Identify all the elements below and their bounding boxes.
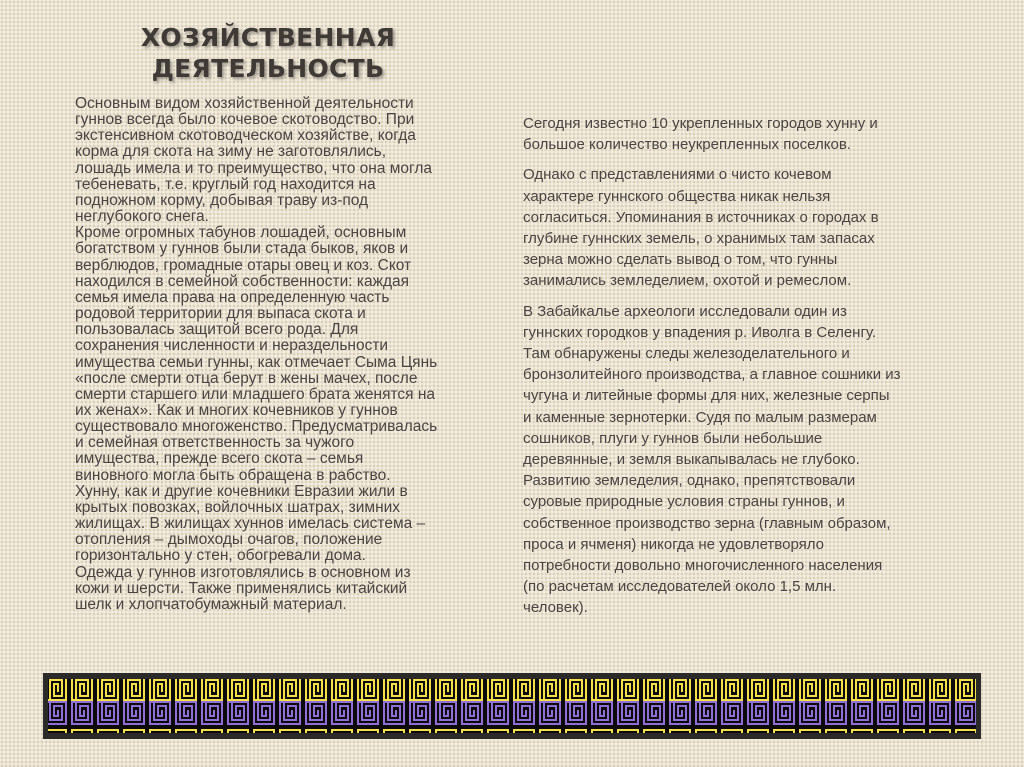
slide-title: [128, 22, 408, 84]
text-line: смерти старшего или младшего брата женятся на: [75, 385, 436, 403]
text-line: характере гуннского общества никак нельзя: [523, 187, 831, 205]
text-line: большое количество неукрепленных поселков.: [523, 136, 851, 154]
text-line: Одежда у гуннов изготовлялись в основном из: [75, 563, 411, 581]
text-line: гуннских городков у впадения р. Иволга в Селенгу.: [523, 323, 877, 341]
text-line: глубине гуннских земель, о хранимых там запасах: [523, 230, 875, 248]
meander-pattern: [48, 679, 976, 733]
text-line: (по расчетам исследователей около 1,5 млн.: [523, 578, 837, 596]
text-line: семья имела права на определенную часть: [75, 288, 390, 306]
text-line: человек).: [523, 599, 588, 617]
text-line: жилищах. В жилищах хуннов имелась система –: [75, 515, 426, 533]
text-line: чугуна и литейные формы для них, железные серпы: [523, 387, 890, 405]
text-line: шелк и хлопчатобумажный материал.: [75, 595, 347, 613]
right-text-column: [523, 113, 968, 628]
paragraph-cities: [523, 113, 968, 155]
text-line: и каменные зернотерки. Судя по малым размерам: [523, 408, 877, 426]
text-line: корма для скота на зиму не заготовлялись,: [75, 143, 387, 161]
text-line: экстенсивном скотоводческом хозяйстве, когда: [75, 127, 416, 145]
text-line: их женах». Как и многих кочевников у гуннов: [75, 401, 398, 419]
text-line: собственное производство зерна (главным образом,: [523, 514, 891, 532]
text-line: Основным видом хозяйственной деятельности: [75, 95, 414, 112]
text-line: Сегодня известно 10 укрепленных городов хунну и: [523, 115, 878, 132]
text-line: и семейная ответственность за чужого: [75, 434, 355, 452]
text-line: виновного могла быть обращена в рабство.: [75, 466, 391, 484]
text-line: бронзолитейного производства, а главное сошники из: [523, 366, 901, 384]
text-line: Однако с представлениями о чисто кочевом: [523, 166, 832, 184]
text-line: Там обнаружены следы железоделательного и: [523, 345, 850, 363]
text-line: неглубокого снега.: [75, 208, 209, 226]
text-line: В Забайкалье археологи исследовали один из: [523, 302, 847, 320]
text-line: деревянные, и земля выкапывалась не глубоко.: [523, 451, 860, 469]
text-line: проса и ячменя) никогда не удовлетворяло: [523, 535, 825, 553]
text-line: лошадь имела и то преимущество, что она могла: [75, 159, 433, 177]
text-line: отопления – дымоходы очагов, положение: [75, 531, 383, 549]
text-line: занимались земледелием, охотой и ремеслом.: [523, 272, 852, 290]
text-line: богатством у гуннов были стада быков, яков и: [75, 240, 409, 258]
text-line: сошников, плуги у гуннов были небольшие: [523, 429, 823, 447]
text-line: имущества, прежде всего скота – семья: [75, 450, 364, 468]
text-line: крытых повозках, войлочных шатрах, зимних: [75, 498, 401, 516]
text-line: находился в семейной собственности: каждая: [75, 272, 410, 290]
text-line: подножном корму, добывая траву из-под: [75, 191, 369, 209]
text-line: горизонтально у стен, обогревали дома.: [75, 547, 366, 565]
title-line-1: ХОЗЯЙСТВЕННАЯ: [140, 23, 396, 52]
text-line: Хунну, как и другие кочевники Евразии жили в: [75, 482, 408, 500]
text-line: родовой территории для выпаса скота и: [75, 305, 366, 323]
text-line: потребности довольно многочисленного населения: [523, 557, 883, 575]
text-line: существовало многоженство. Предусматривалась: [75, 418, 438, 436]
text-line: гуннов всегда было кочевое скотоводство. При: [75, 111, 415, 129]
paragraph-nomadic-character: [523, 164, 968, 291]
text-line: тебеневать, т.е. круглый год находится на: [75, 175, 376, 193]
text-line: Развитию земледелия, однако, препятствовали: [523, 472, 856, 490]
text-line: пользовалась защитой всего рода. Для: [75, 321, 359, 339]
text-line: зерна можно сделать вывод о том, что гунны: [523, 251, 838, 269]
text-line: кожи и шерсти. Также применялись китайский: [75, 579, 408, 597]
text-line: имущества семьи гунны, как отмечает Сыма Цянь: [75, 353, 438, 371]
text-line: суровые природные условия страны гуннов, и: [523, 493, 845, 511]
text-line: верблюдов, громадные отары овец и коз. Скот: [75, 256, 412, 274]
greek-key-border: [43, 673, 981, 739]
left-text-column: [75, 96, 485, 613]
title-line-2: ДЕЯТЕЛЬНОСТЬ: [151, 54, 385, 83]
paragraph-archaeology: [523, 301, 968, 619]
text-line: «после смерти отца берут в жены мачех, после: [75, 369, 418, 387]
text-line: Кроме огромных табунов лошадей, основным: [75, 224, 407, 242]
text-line: сохранения численности и нераздельности: [75, 337, 389, 355]
left-text-block: [75, 96, 485, 613]
text-line: согласиться. Упоминания в источниках о городах в: [523, 208, 879, 226]
